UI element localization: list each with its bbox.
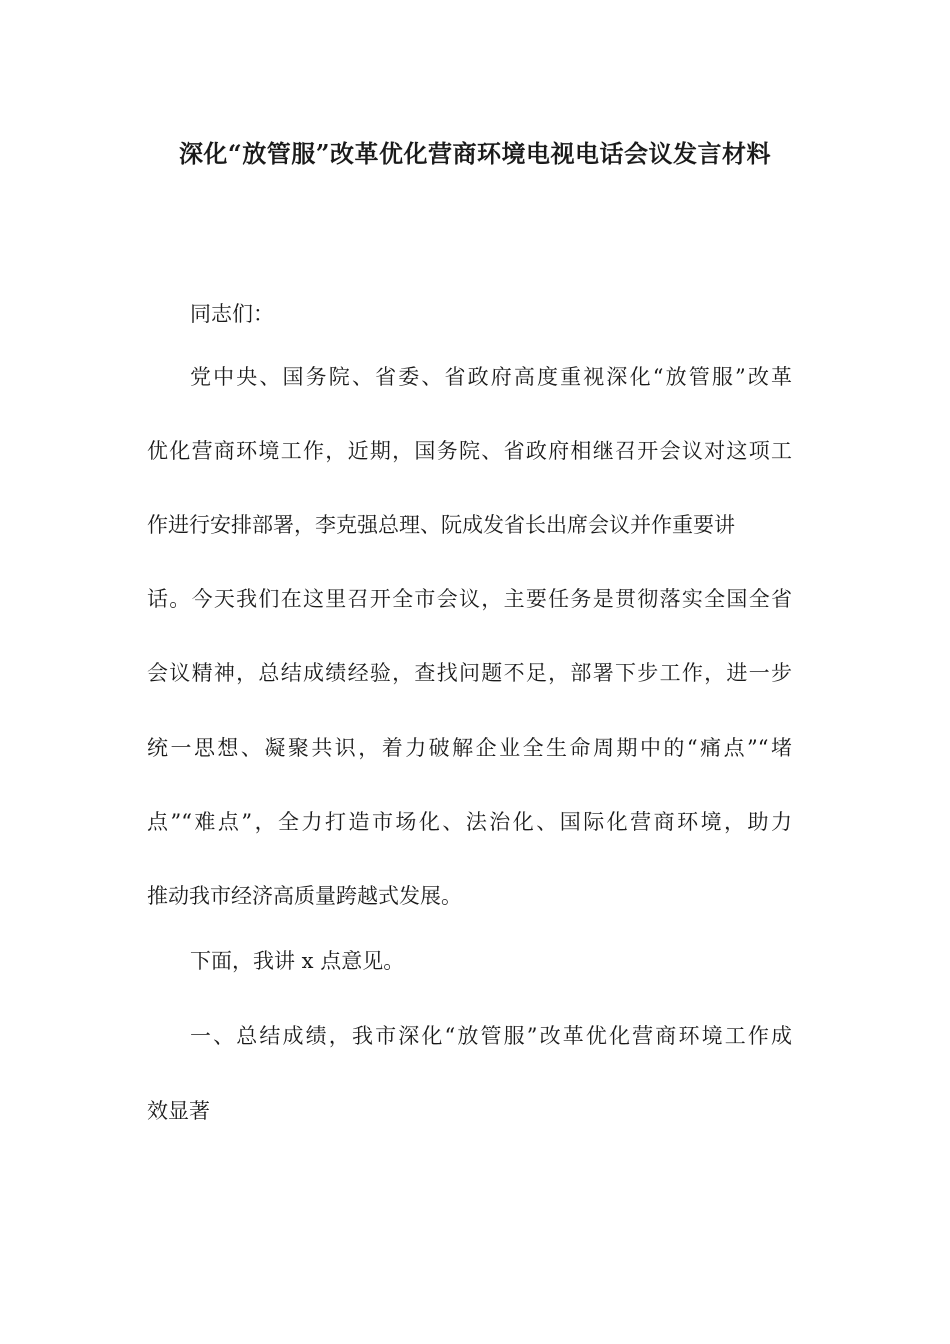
salutation: 同志们：	[190, 302, 274, 326]
paragraph-line: 统一思想、凝聚共识，着力破解企业全生命周期中的“痛点”“堵	[147, 736, 792, 760]
section-heading-line: 效显著	[147, 1099, 210, 1123]
paragraph-line: 下面，我讲 x 点意见。	[190, 949, 405, 973]
section-heading-line: 一、总结成绩，我市深化“放管服”改革优化营商环境工作成	[190, 1024, 792, 1048]
paragraph-line: 党中央、国务院、省委、省政府高度重视深化“放管服”改革	[190, 365, 792, 389]
paragraph-line: 话。今天我们在这里召开全市会议，主要任务是贯彻落实全国全省	[147, 587, 792, 611]
document-title: 深化“放管服”改革优化营商环境电视电话会议发言材料	[178, 139, 772, 168]
paragraph-line: 推动我市经济高质量跨越式发展。	[147, 884, 462, 908]
paragraph-line: 优化营商环境工作，近期，国务院、省政府相继召开会议对这项工	[147, 439, 792, 463]
paragraph-line: 点”“难点”，全力打造市场化、法治化、国际化营商环境，助力	[147, 810, 792, 834]
paragraph-line: 作进行安排部署，李克强总理、阮成发省长出席会议并作重要讲	[147, 513, 735, 537]
paragraph-line: 会议精神，总结成绩经验，查找问题不足，部署下步工作，进一步	[147, 661, 792, 685]
